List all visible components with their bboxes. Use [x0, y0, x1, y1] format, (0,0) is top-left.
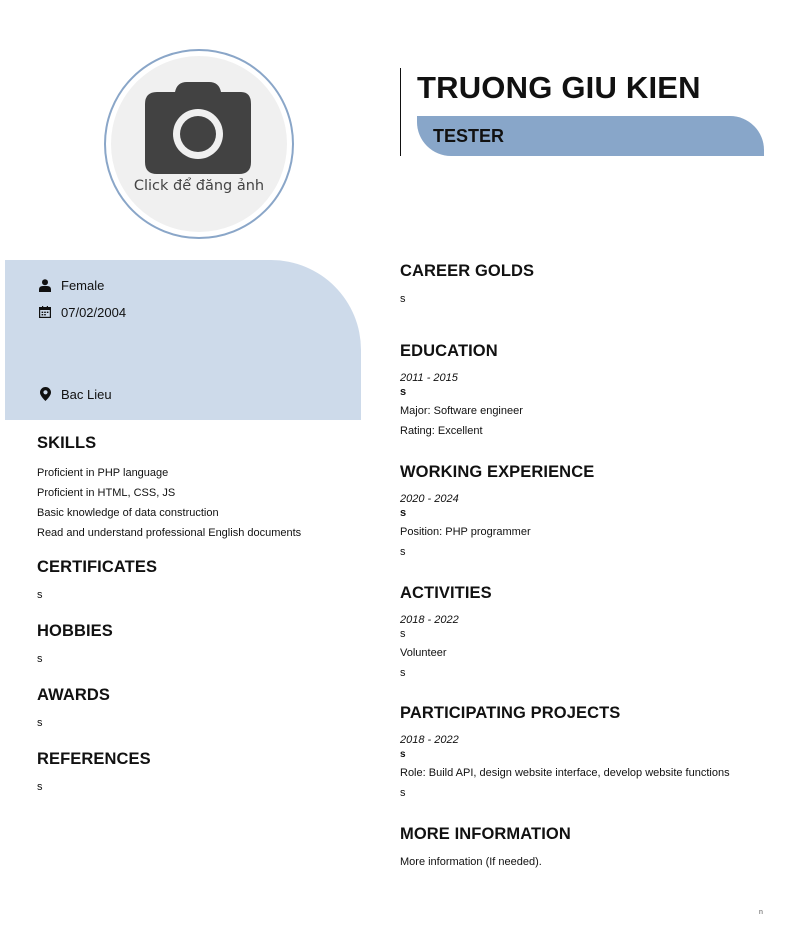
- experience-section: [400, 463, 594, 562]
- experience-position[interactable]: Position: PHP programmer: [400, 526, 531, 538]
- experience-title: WORKING EXPERIENCE: [400, 463, 595, 481]
- address-value[interactable]: Bac Lieu: [61, 386, 112, 402]
- experience-company[interactable]: s: [400, 507, 407, 519]
- activities-title: ACTIVITIES: [400, 584, 492, 602]
- references-text[interactable]: s: [37, 781, 43, 793]
- skills-section: [37, 434, 301, 543]
- skill-item[interactable]: Proficient in PHP language: [37, 467, 169, 479]
- career-goals-text[interactable]: s: [400, 293, 406, 305]
- skills-title: SKILLS: [37, 434, 97, 452]
- activities-section: [400, 584, 492, 683]
- experience-desc[interactable]: s: [400, 546, 406, 558]
- activities-desc[interactable]: s: [400, 667, 406, 679]
- avatar-upload-label: Click để đăng ảnh: [133, 178, 265, 194]
- career-goals-section: [400, 262, 534, 309]
- hobbies-text[interactable]: s: [37, 653, 43, 665]
- user-icon: [37, 277, 53, 293]
- references-title: REFERENCES: [37, 750, 151, 768]
- education-title: EDUCATION: [400, 342, 498, 360]
- projects-title: PARTICIPATING PROJECTS: [400, 704, 621, 722]
- projects-name[interactable]: s: [400, 749, 406, 760]
- birthday-value[interactable]: 07/02/2004: [61, 304, 127, 320]
- education-rating[interactable]: Rating: Excellent: [400, 425, 483, 437]
- footer-mark: n: [759, 909, 763, 916]
- hobbies-section: [37, 622, 113, 669]
- contact-birthday: [37, 304, 126, 320]
- certificates-title: CERTIFICATES: [37, 558, 158, 576]
- projects-role[interactable]: Role: Build API, design website interface, develop website functions: [400, 767, 730, 779]
- education-school[interactable]: s: [400, 386, 407, 398]
- avatar-upload-button[interactable]: [111, 56, 287, 232]
- references-section: [37, 750, 151, 797]
- more-info-text[interactable]: More information (If needed).: [400, 856, 542, 868]
- projects-section: [400, 704, 730, 803]
- awards-text[interactable]: s: [37, 717, 43, 729]
- full-name[interactable]: TRUONG GIU KIEN: [417, 70, 701, 105]
- more-info-title: MORE INFORMATION: [400, 825, 571, 843]
- education-date[interactable]: 2011 - 2015: [400, 372, 458, 384]
- experience-date[interactable]: 2020 - 2024: [400, 493, 459, 505]
- job-title-bar: [417, 116, 764, 156]
- skill-item[interactable]: Basic knowledge of data construction: [37, 507, 219, 519]
- certificates-section: [37, 558, 157, 605]
- job-title[interactable]: TESTER: [433, 126, 505, 146]
- avatar-frame: [104, 49, 294, 239]
- education-section: [400, 342, 523, 441]
- gender-value[interactable]: Female: [61, 277, 105, 293]
- projects-desc[interactable]: s: [400, 787, 406, 799]
- contact-address: [37, 386, 112, 402]
- activities-role[interactable]: Volunteer: [400, 647, 447, 659]
- calendar-icon: [37, 304, 53, 320]
- projects-date[interactable]: 2018 - 2022: [400, 734, 459, 746]
- skill-item[interactable]: Proficient in HTML, CSS, JS: [37, 487, 176, 499]
- more-info-section: [400, 825, 571, 872]
- activities-date[interactable]: 2018 - 2022: [400, 614, 459, 626]
- activities-org[interactable]: s: [400, 628, 406, 640]
- awards-title: AWARDS: [37, 686, 111, 704]
- camera-icon: [145, 82, 251, 174]
- education-major[interactable]: Major: Software engineer: [400, 405, 523, 417]
- certificates-text[interactable]: s: [37, 589, 43, 601]
- map-pin-icon: [37, 386, 53, 402]
- skill-item[interactable]: Read and understand professional English documents: [37, 527, 302, 539]
- name-block: [400, 68, 765, 156]
- hobbies-title: HOBBIES: [37, 622, 113, 640]
- contact-gender: [37, 277, 104, 293]
- awards-section: [37, 686, 110, 733]
- contact-panel: [5, 260, 361, 420]
- career-goals-title: CAREER GOLDS: [400, 262, 535, 280]
